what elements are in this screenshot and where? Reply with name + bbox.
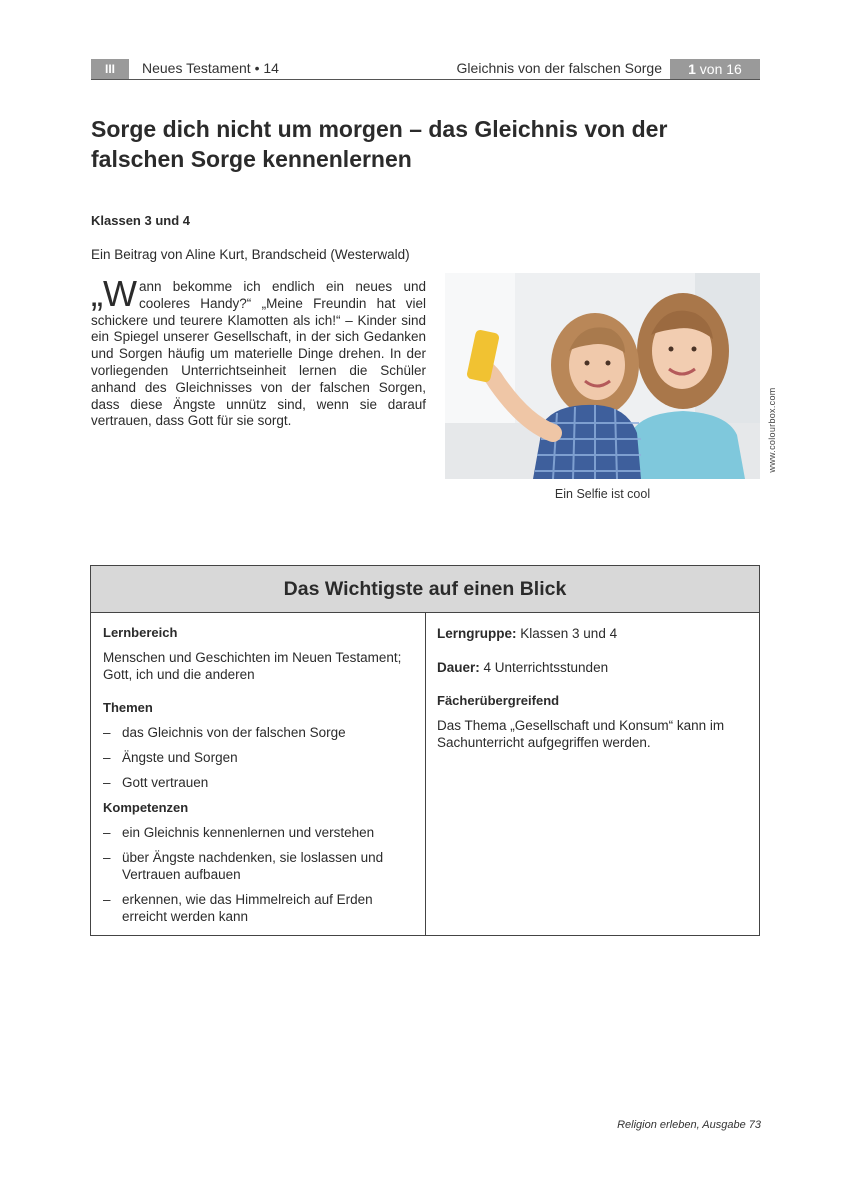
photo-credit-text: www.colourbox.com bbox=[767, 387, 777, 473]
summary-heading: Das Wichtigste auf einen Blick bbox=[91, 566, 759, 613]
list-item: – das Gleichnis von der falschen Sorge bbox=[103, 724, 413, 741]
topic-label: Gleichnis von der falschen Sorge bbox=[456, 60, 662, 76]
list-item: – erkennen, wie das Himmelreich auf Erden erreicht werden kann bbox=[103, 891, 413, 925]
summary-right-column bbox=[426, 613, 759, 935]
grade-level: Klassen 3 und 4 bbox=[91, 213, 190, 228]
chapter-badge: III bbox=[91, 59, 129, 79]
page-indicator bbox=[670, 59, 760, 79]
page-header bbox=[91, 59, 760, 80]
themen-list bbox=[103, 724, 413, 791]
lernbereich-label: Lernbereich bbox=[103, 625, 178, 640]
page-title: Sorge dich nicht um morgen – das Gleichnis von der falschen Sorge kennenlernen bbox=[91, 116, 668, 172]
summary-left-column bbox=[91, 613, 426, 935]
page-current: 1 bbox=[688, 61, 696, 77]
dauer-row bbox=[437, 659, 747, 676]
faecher-text: Das Thema „Gesellschaft und Konsum“ kann im Sachunterricht aufgegriffen werden. bbox=[437, 718, 725, 750]
lerngruppe-label: Lerngruppe bbox=[437, 626, 513, 641]
selfie-illustration bbox=[445, 273, 760, 479]
intro-paragraph bbox=[91, 273, 426, 430]
photo-caption: Ein Selfie ist cool bbox=[554, 487, 651, 501]
selfie-photo bbox=[445, 273, 760, 479]
list-item: – Gott vertrauen bbox=[103, 774, 413, 791]
author-line: Ein Beitrag von Aline Kurt, Brandscheid (Westerwald) bbox=[91, 247, 410, 262]
drop-cap: „W bbox=[91, 273, 137, 314]
lerngruppe-row: Lerngruppe: Klassen 3 und 4 bbox=[437, 626, 618, 641]
lerngruppe-value: Klassen 3 und 4 bbox=[516, 626, 618, 641]
page-footer: Religion erleben, Ausgabe 73 bbox=[617, 1119, 761, 1131]
page-total: von 16 bbox=[695, 61, 742, 77]
dauer-label: Dauer: bbox=[437, 660, 480, 675]
kompetenzen-label: Kompetenzen bbox=[103, 800, 189, 815]
intro-text: ann bekomme ich endlich ein neues und cooleres Handy?“ „Meine Freundin hat viel schickere und teurere Klamotten als ich!“ – Kinder sind ein Spiegel unserer Gesellschaft, in der sich Gedanken und Sorgen häufig um materielle Dinge drehen. In der vorliegenden Unterrichtseinheit lernen die Schüler anhand des Gleichnisses von der falschen Sorgen, dass diese Ängste unnütz sind, wenn sie darauf vertrauen, dass Gott für sie sorgt. bbox=[91, 279, 426, 429]
list-item: – Ängste und Sorgen bbox=[103, 749, 413, 766]
list-item: – ein Gleichnis kennenlernen und verstehen bbox=[103, 824, 413, 841]
lernbereich-text: Menschen und Geschichten im Neuen Testament; Gott, ich und die anderen bbox=[103, 650, 402, 682]
themen-label: Themen bbox=[103, 700, 153, 715]
summary-box bbox=[90, 565, 760, 936]
list-item: – über Ängste nachdenken, sie loslassen und Vertrauen aufbauen bbox=[103, 849, 413, 883]
photo-credit bbox=[762, 380, 782, 480]
faecher-label: Fächerübergreifend bbox=[437, 693, 560, 708]
section-label: Neues Testament • 14 bbox=[142, 60, 279, 76]
dauer-value: 4 Unterrichtsstunden bbox=[479, 660, 609, 675]
kompetenzen-list bbox=[103, 824, 413, 925]
